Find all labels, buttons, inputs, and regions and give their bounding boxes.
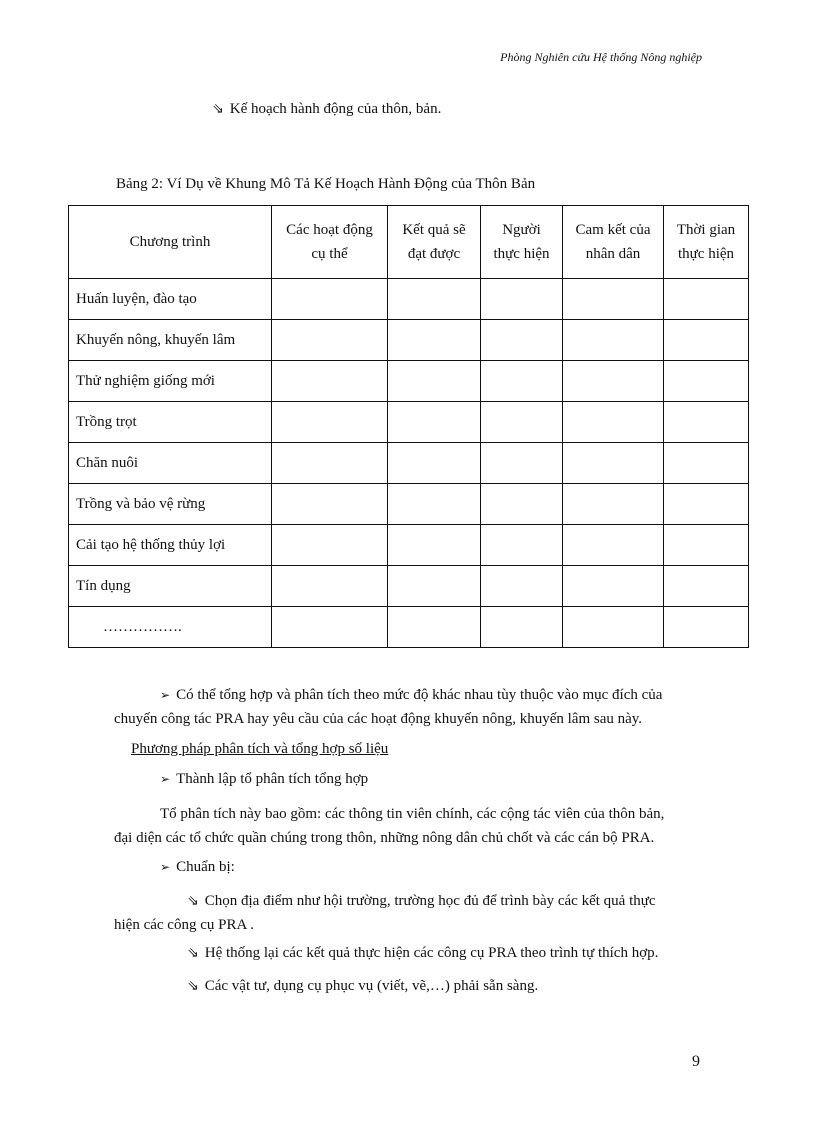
action-plan-table [68,205,749,648]
program-cell: Trồng trọt [69,402,272,443]
table-row [69,402,749,443]
bullet-prepare: ➢ Chuẩn bị: [160,859,235,875]
table-row [69,361,749,402]
hollow-arrow-icon: ⇘ [212,101,224,117]
column-header-results: Kết quả sẽ đạt được [388,206,481,279]
table-row [69,607,749,648]
solid-arrow-icon: ➢ [160,860,171,874]
solid-arrow-icon: ➢ [160,688,171,702]
running-header: Phòng Nghiên cứu Hệ thống Nông nghiệp [500,50,702,64]
program-cell-ellipsis: ……………. [69,607,272,648]
paragraph-team-members: Tổ phân tích này bao gồm: các thông tin viên chính, các cộng tác viên của thôn bản, đại diện các tổ chức quần chúng trong thôn, những nông dân chủ chốt và các cán bộ PRA. [114,806,665,846]
column-header-timeframe: Thời gian thực hiện [664,206,749,279]
hollow-arrow-icon: ⇘ [187,978,199,994]
column-header-performer: Người thực hiện [481,206,563,279]
column-header-program: Chương trình [69,206,272,279]
program-cell: Tín dụng [69,566,272,607]
program-cell: Huấn luyện, đào tạo [69,279,272,320]
hollow-arrow-icon: ⇘ [187,945,199,961]
bullet-form-team: ➢ Thành lập tổ phân tích tổng hợp [160,771,369,787]
hollow-arrow-icon: ⇘ [187,893,199,909]
table-row [69,279,749,320]
intro-item [212,101,441,118]
table-row [69,484,749,525]
program-cell: Chăn nuôi [69,443,272,484]
section-heading: Phương pháp phân tích và tổng hợp số liệu [131,741,389,757]
sub-item-systemize: ⇘ Hệ thống lại các kết quả thực hiện các công cụ PRA theo trình tự thích hợp. [187,945,659,961]
paragraph-synthesis: ➢ Có thể tổng hợp và phân tích theo mức độ khác nhau tùy thuộc vào mục đích của chuyến công tác PRA hay yêu cầu của các hoạt động khuyến nông, khuyến lâm sau này. [114,687,663,727]
sub-item-venue: ⇘ Chọn địa điểm như hội trường, trường học đủ để trình bày các kết quả thực hiện các công cụ PRA . [114,893,656,933]
intro-item-text: Kế hoạch hành động của thôn, bản. [229,101,442,117]
table-caption: Bảng 2: Ví Dụ về Khung Mô Tả Kế Hoạch Hành Động của Thôn Bản [116,176,536,192]
table-row [69,525,749,566]
solid-arrow-icon: ➢ [160,772,171,786]
sub-item-materials: ⇘ Các vật tư, dụng cụ phục vụ (viết, vẽ,…) phải sẵn sàng. [187,978,539,994]
table-row [69,566,749,607]
table-row [69,443,749,484]
column-header-activities: Các hoạt động cụ thể [272,206,388,279]
page-number: 9 [692,1053,700,1070]
program-cell: Khuyến nông, khuyến lâm [69,320,272,361]
column-header-commitment: Cam kết của nhân dân [563,206,664,279]
program-cell: Thử nghiệm giống mới [69,361,272,402]
program-cell: Trồng và bảo vệ rừng [69,484,272,525]
table-header-row [69,206,749,279]
table-row [69,320,749,361]
program-cell: Cải tạo hệ thống thủy lợi [69,525,272,566]
